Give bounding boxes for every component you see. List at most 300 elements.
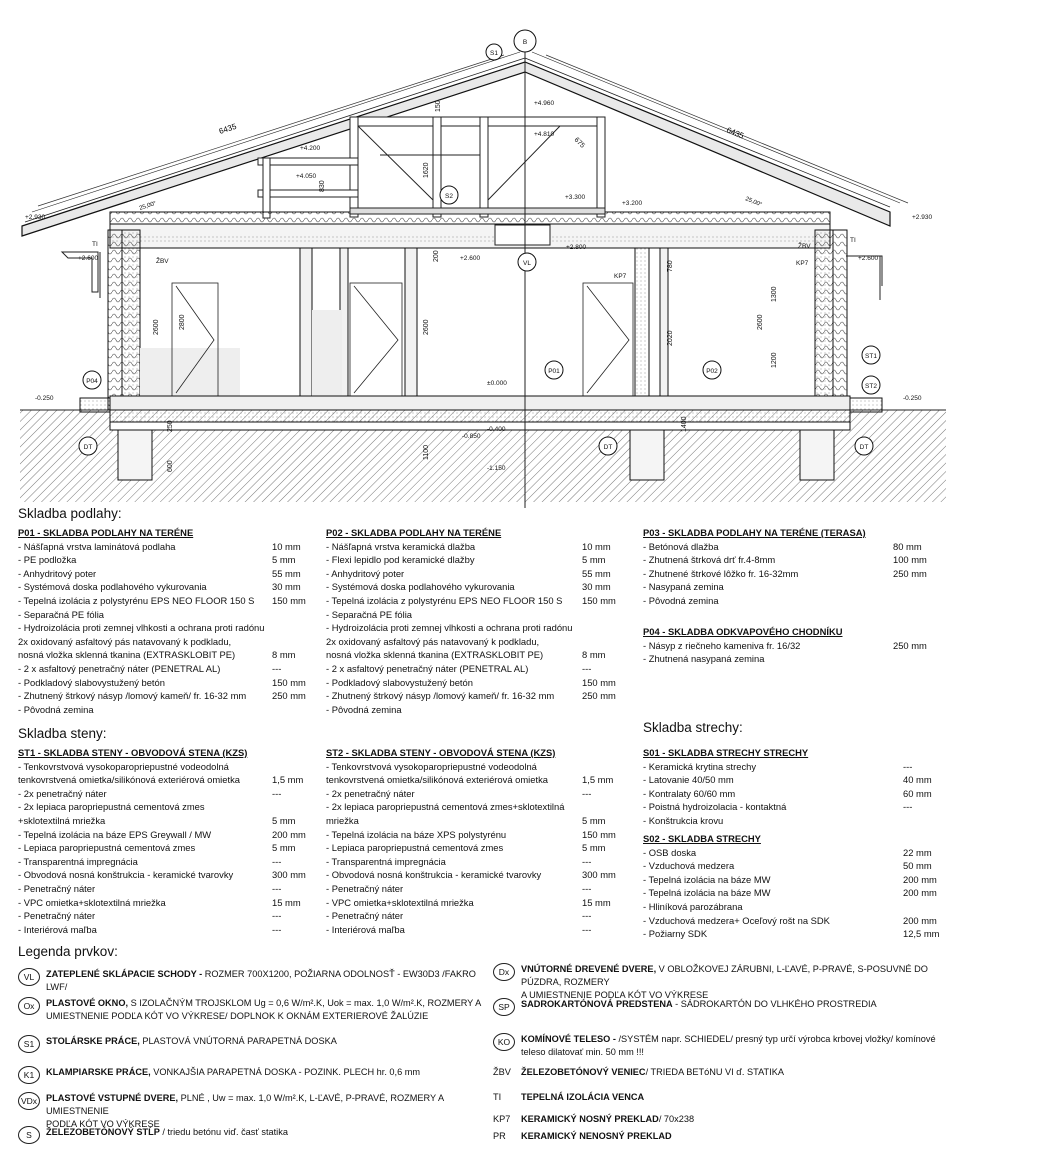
level-4050: +4.050 bbox=[296, 173, 317, 180]
layer-label: - Nášľapná vrstva laminátová podlaha bbox=[18, 540, 176, 552]
legend-desc: / 70x238 bbox=[658, 1114, 695, 1124]
tag-ti-right: TI bbox=[850, 237, 856, 244]
layer-row bbox=[18, 828, 308, 842]
layer-label: - Hliníková parozábrana bbox=[643, 900, 743, 912]
dim-1300: 1300 bbox=[771, 286, 778, 302]
layer-row bbox=[18, 760, 308, 774]
layer-row bbox=[643, 846, 943, 860]
layer-label: - Penetračný náter bbox=[18, 910, 96, 922]
dim-200: 200 bbox=[433, 250, 440, 262]
layer-label: - Obvodová nosná konštrukcia - keramické tvarovky bbox=[326, 869, 542, 881]
layer-row bbox=[326, 814, 618, 828]
layer-row bbox=[18, 676, 308, 690]
level-3200: +3.200 bbox=[622, 200, 643, 207]
layer-row bbox=[326, 703, 618, 717]
layer-row bbox=[643, 886, 943, 900]
layer-thickness bbox=[582, 635, 618, 649]
table-heading: S02 - SKLADBA STRECHY bbox=[643, 833, 761, 844]
layer-label: - Separačná PE fólia bbox=[326, 608, 412, 620]
layer-thickness: 100 mm bbox=[893, 554, 927, 566]
level-2930-left: +2.930 bbox=[25, 214, 46, 221]
legend-bold: SADROKARTÓNOVÁ PREDSTENA bbox=[521, 999, 673, 1009]
legend-text bbox=[521, 1113, 961, 1126]
layer-thickness: 50 mm bbox=[903, 860, 932, 872]
tag-kp7-a: KP7 bbox=[614, 273, 627, 280]
layer-row bbox=[18, 662, 308, 676]
legend-desc: PLASTOVÁ VNÚTORNÁ PARAPETNÁ DOSKA bbox=[139, 1036, 337, 1046]
layer-label: - 2x penetračný náter bbox=[326, 787, 415, 799]
layer-label: - Systémová doska podlahového vykurovania bbox=[18, 581, 207, 593]
tag-p04: P04 bbox=[86, 378, 98, 385]
tag-kp7-b: KP7 bbox=[796, 260, 809, 267]
layer-thickness bbox=[272, 703, 308, 717]
layer-thickness: 5 mm bbox=[582, 814, 606, 826]
layer-label: mriežka bbox=[326, 814, 359, 826]
layer-row bbox=[326, 594, 618, 608]
layer-row bbox=[18, 855, 308, 869]
tag-s1-top: S1 bbox=[490, 50, 498, 57]
legend-text bbox=[46, 997, 486, 1023]
dim-675: 675 bbox=[572, 136, 586, 150]
layer-label: - Tenkovrstvová vysokoparopriepustné vodeodolná bbox=[326, 760, 537, 772]
floors-title: Skladba podlahy: bbox=[18, 506, 122, 521]
layer-label: - Zhutnený štrkový násyp /lomový kameň/ fr. 16-32 mm bbox=[18, 690, 247, 702]
layer-thickness: 5 mm bbox=[582, 554, 606, 566]
layer-row bbox=[326, 882, 618, 896]
layer-row bbox=[326, 760, 618, 774]
legend-desc-line2: A UMIESTNENIE PODĽA KÓT VO VÝKRESE bbox=[521, 990, 709, 1000]
layer-row bbox=[18, 621, 308, 635]
level-m250-left: -0.250 bbox=[35, 395, 54, 402]
layer-thickness bbox=[582, 608, 618, 622]
legend-symbol: VDx bbox=[18, 1092, 40, 1110]
layer-label: - PE podložka bbox=[18, 554, 77, 566]
legend-symbol: ŽBV bbox=[493, 1067, 511, 1077]
level-m250-right: -0.250 bbox=[903, 395, 922, 402]
layer-row bbox=[326, 689, 618, 703]
layer-label: - Keramická krytina strechy bbox=[643, 760, 757, 772]
layer-thickness: --- bbox=[582, 882, 592, 894]
layer-thickness: 250 mm bbox=[582, 690, 616, 702]
dim-angle-left: 25,00° bbox=[138, 200, 158, 212]
layer-label: - Anhydritový poter bbox=[326, 567, 405, 579]
layer-thickness: 150 mm bbox=[272, 594, 306, 606]
layer-label: - Systémová doska podlahového vykurovania bbox=[326, 581, 515, 593]
tag-st2: ST2 bbox=[865, 383, 877, 390]
layer-thickness: --- bbox=[272, 855, 282, 867]
level-2600-mid: +2.600 bbox=[460, 255, 481, 262]
layer-row bbox=[643, 873, 943, 887]
layer-thickness: --- bbox=[272, 882, 282, 894]
dim-2600-b: 2600 bbox=[423, 319, 430, 335]
layer-thickness: 5 mm bbox=[272, 842, 296, 854]
layer-label: - Podkladový slabovystužený betón bbox=[326, 676, 473, 688]
layer-row bbox=[326, 621, 618, 635]
layer-row bbox=[18, 882, 308, 896]
layer-thickness: 5 mm bbox=[272, 814, 296, 826]
level-4810: +4.810 bbox=[534, 131, 555, 138]
layer-row bbox=[18, 689, 308, 703]
layer-label: - Podkladový slabovystužený betón bbox=[18, 676, 165, 688]
building-section-drawing bbox=[0, 0, 1052, 508]
legend-bold: ŽELEZOBETÓNOVÝ VENIEC bbox=[521, 1067, 646, 1077]
layer-row bbox=[18, 773, 308, 787]
layer-label: - Separačná PE fólia bbox=[18, 608, 104, 620]
legend-desc-line2: teleso dilatovať min. 50 mm !!! bbox=[521, 1047, 644, 1057]
roof-s02 bbox=[643, 832, 943, 941]
dim-roof-right: 6435 bbox=[725, 125, 746, 141]
layer-label: tenkovrstvená omietka/silikónová exteriérová omietka bbox=[326, 774, 548, 786]
layer-label: - Tepelná izolácia na báze EPS Greywall / MW bbox=[18, 828, 212, 840]
legend-desc: VONKAJŠIA PARAPETNÁ DOSKA - POZINK. PLECH hr. 0,6 mm bbox=[150, 1067, 421, 1077]
tag-vl: VL bbox=[523, 260, 531, 267]
layer-thickness: 200 mm bbox=[903, 914, 937, 926]
layer-thickness: --- bbox=[582, 910, 592, 922]
layer-label: tenkovrstvená omietka/silikónová exteriérová omietka bbox=[18, 774, 240, 786]
dim-1620: 1620 bbox=[423, 162, 430, 178]
legend-bold: ŽELEZOBETÓNOVÝ STĹP bbox=[46, 1127, 160, 1137]
layer-label: - Anhydritový poter bbox=[18, 567, 97, 579]
tag-p02: P02 bbox=[706, 368, 718, 375]
dim-2600-a: 2600 bbox=[153, 319, 160, 335]
tag-p01: P01 bbox=[548, 368, 560, 375]
floor-p03 bbox=[643, 526, 933, 608]
layer-row bbox=[18, 868, 308, 882]
layer-label: - Pôvodná zemina bbox=[326, 703, 402, 715]
layer-row bbox=[18, 909, 308, 923]
level-m850: -0.850 bbox=[462, 433, 481, 440]
layer-row bbox=[643, 800, 943, 814]
layer-row bbox=[643, 553, 933, 567]
layer-thickness: 5 mm bbox=[272, 554, 296, 566]
table-heading: ST1 - SKLADBA STENY - OBVODOVÁ STENA (KZS) bbox=[18, 747, 248, 758]
table-heading: S01 - SKLADBA STRECHY STRECHY bbox=[643, 747, 809, 758]
tag-s2: S2 bbox=[445, 193, 453, 200]
layer-label: - Zhutnené štrkové lôžko fr. 16-32mm bbox=[643, 567, 799, 579]
wall-st1 bbox=[18, 746, 308, 936]
level-0: ±0.000 bbox=[487, 380, 507, 387]
legend-text bbox=[521, 1130, 961, 1143]
layer-row bbox=[18, 814, 308, 828]
legend-text bbox=[46, 1126, 486, 1139]
layer-label: - Tepelná izolácia na báze MW bbox=[643, 887, 771, 899]
layer-label: nosná vložka sklenná tkanina (EXTRASKLOBIT PE) bbox=[18, 649, 236, 661]
layer-row bbox=[326, 896, 618, 910]
legend-desc: PLNÉ , Uw = max. 1,0 W/m².K, L-ĽAVÉ, P-PRAVÉ, ROZMERY A UMIESTNENIE bbox=[46, 1093, 444, 1116]
layer-thickness bbox=[582, 760, 618, 774]
layer-thickness: 22 mm bbox=[903, 846, 932, 858]
layer-label: - 2 x asfaltový penetračný náter (PENETRAL AL) bbox=[18, 662, 221, 674]
dim-1400: 1400 bbox=[681, 416, 688, 432]
layer-row bbox=[326, 540, 618, 554]
layer-row bbox=[326, 787, 618, 801]
layer-thickness: 1,5 mm bbox=[272, 774, 304, 786]
layer-row bbox=[643, 927, 943, 941]
layer-row bbox=[18, 896, 308, 910]
layer-row bbox=[643, 900, 943, 914]
layer-label: 2x oxidovaný asfaltový pás natavovaný k podkladu, bbox=[326, 635, 540, 647]
legend-symbol: KO bbox=[493, 1033, 515, 1051]
layer-thickness: 15 mm bbox=[272, 896, 301, 908]
layer-row bbox=[18, 567, 308, 581]
layer-thickness: --- bbox=[272, 662, 282, 674]
legend-bold: KERAMICKÝ NENOSNÝ PREKLAD bbox=[521, 1131, 672, 1141]
layer-thickness: 150 mm bbox=[582, 828, 616, 840]
layer-thickness bbox=[272, 800, 308, 814]
layer-row bbox=[326, 773, 618, 787]
layer-label: - Penetračný náter bbox=[18, 882, 96, 894]
dim-150: 150 bbox=[435, 100, 442, 112]
layer-row bbox=[326, 662, 618, 676]
level-m1150: -1.150 bbox=[487, 465, 506, 472]
level-2600-left: +2.600 bbox=[78, 255, 99, 262]
layer-thickness: 1,5 mm bbox=[582, 774, 614, 786]
layer-thickness: 15 mm bbox=[582, 896, 611, 908]
layer-thickness: 250 mm bbox=[272, 690, 306, 702]
legend-desc: V OBLOŽKOVEJ ZÁRUBNI, L-ĽAVÉ, P-PRAVÉ, S-POSUVNÉ DO PÚZDRA, ROZMERY bbox=[521, 964, 928, 987]
layer-label: - Pôvodná zemina bbox=[643, 594, 719, 606]
layer-thickness: --- bbox=[272, 910, 282, 922]
legend-text bbox=[521, 1066, 961, 1079]
dim-2020: 2020 bbox=[667, 330, 674, 346]
layer-label: - Hydroizolácia proti zemnej vlhkosti a ochrana proti radónu bbox=[326, 622, 573, 634]
layer-row bbox=[643, 773, 943, 787]
layer-thickness bbox=[893, 580, 933, 594]
layer-row bbox=[643, 580, 933, 594]
layer-row bbox=[18, 553, 308, 567]
layer-thickness bbox=[582, 800, 618, 814]
legend-desc: /SYSTÉM napr. SCHIEDEL/ presný typ určí výrobca krbovej vložky/ komínové bbox=[615, 1034, 936, 1044]
layer-thickness: 8 mm bbox=[272, 649, 296, 661]
layer-row bbox=[643, 652, 933, 666]
layer-label: - Obvodová nosná konštrukcia - keramické tvarovky bbox=[18, 869, 234, 881]
layer-thickness: 150 mm bbox=[272, 676, 306, 688]
layer-thickness: 10 mm bbox=[272, 540, 301, 552]
layer-label: - Konštrukcia krovu bbox=[643, 814, 724, 826]
layer-row bbox=[326, 868, 618, 882]
layer-row bbox=[18, 703, 308, 717]
layer-label: - Tepelná izolácia na báze XPS polystyrénu bbox=[326, 828, 507, 840]
layer-row bbox=[643, 567, 933, 581]
dim-830: 830 bbox=[319, 180, 326, 192]
layer-thickness: 80 mm bbox=[893, 540, 922, 552]
layer-label: - Lepiaca paropriepustná cementová zmes bbox=[326, 842, 504, 854]
table-heading: P01 - SKLADBA PODLAHY NA TERÉNE bbox=[18, 527, 194, 538]
legend-desc-line2: UMIESTNENIE PODĽA KÓT VO VÝKRESE/ DOPLNOK K OKNÁM EXTERIEROVÉ ŽALÚZIE bbox=[46, 1011, 429, 1021]
layer-thickness bbox=[272, 760, 308, 774]
legend-text bbox=[46, 968, 486, 994]
layer-thickness: 300 mm bbox=[582, 869, 616, 881]
layer-row bbox=[18, 594, 308, 608]
legend-desc: - SÁDROKARTÓN DO VLHKÉHO PROSTREDIA bbox=[672, 999, 877, 1009]
layer-row bbox=[326, 841, 618, 855]
dim-angle-right: 25,00° bbox=[744, 196, 763, 209]
layer-row bbox=[643, 760, 943, 774]
legend-desc: / TRIEDA BETóNU VI ď. STATIKA bbox=[645, 1067, 784, 1077]
layer-label: - Vzduchová medzera bbox=[643, 860, 735, 872]
layer-label: - Penetračný náter bbox=[326, 910, 404, 922]
layer-label: - Kontralaty 60/60 mm bbox=[643, 787, 736, 799]
layer-thickness bbox=[582, 621, 618, 635]
layer-row bbox=[643, 594, 933, 608]
layer-label: - Zhutnená štrková drť fr.4-8mm bbox=[643, 554, 776, 566]
layer-label: - 2x lepiaca paropriepustná cementová zmes+sklotextilná bbox=[326, 801, 565, 813]
layer-row bbox=[326, 553, 618, 567]
legend-bold: STOLÁRSKE PRÁCE, bbox=[46, 1036, 140, 1046]
layer-thickness: 10 mm bbox=[582, 540, 611, 552]
layer-thickness: 250 mm bbox=[893, 639, 927, 651]
layer-label: - Transparentná impregnácia bbox=[18, 855, 138, 867]
layer-label: - Interiérová maľba bbox=[18, 923, 97, 935]
layer-label: - Tenkovrstvová vysokoparopriepustné vodeodolná bbox=[18, 760, 229, 772]
legend-bold: KLAMPIARSKE PRÁCE, bbox=[46, 1067, 151, 1077]
layer-thickness bbox=[893, 594, 933, 608]
floor-p02 bbox=[326, 526, 618, 716]
layer-row bbox=[643, 814, 943, 828]
layer-label: nosná vložka sklenná tkanina (EXTRASKLOBIT PE) bbox=[326, 649, 544, 661]
level-2600-right: +2.600 bbox=[858, 255, 879, 262]
level-4960: +4.960 bbox=[534, 100, 555, 107]
layer-thickness: 30 mm bbox=[272, 581, 301, 593]
layer-label: - Tepelná izolácia z polystyrénu EPS NEO FLOOR 150 S bbox=[18, 594, 255, 606]
layer-thickness: 200 mm bbox=[903, 873, 937, 885]
tag-ti-left: TI bbox=[92, 241, 98, 248]
table-heading: ST2 - SKLADBA STENY - OBVODOVÁ STENA (KZS) bbox=[326, 747, 556, 758]
table-heading: P03 - SKLADBA PODLAHY NA TERÉNE (TERASA) bbox=[643, 527, 866, 538]
layer-thickness bbox=[903, 900, 943, 914]
layer-label: - Interiérová maľba bbox=[326, 923, 405, 935]
legend-bold: PLASTOVÉ OKNO, bbox=[46, 998, 129, 1008]
layer-row bbox=[326, 909, 618, 923]
legend-desc: ROZMER 700X1200, POŽIARNA ODOLNOSŤ - EW30D3 /FAKRO LWF/ bbox=[46, 969, 476, 992]
layer-row bbox=[643, 914, 943, 928]
legend-symbol: Dx bbox=[493, 963, 515, 981]
layer-label: - 2 x asfaltový penetračný náter (PENETRAL AL) bbox=[326, 662, 529, 674]
layer-thickness: 30 mm bbox=[582, 581, 611, 593]
level-m400: -0.400 bbox=[487, 426, 506, 433]
layer-label: - Nasypaná zemina bbox=[643, 581, 724, 593]
layer-label: - Vzduchová medzera+ Oceľový rošt na SDK bbox=[643, 914, 830, 926]
tag-zbv-left: ŽBV bbox=[156, 258, 169, 265]
layer-row bbox=[18, 648, 308, 662]
legend-bold: VNÚTORNÉ DREVENÉ DVERE, bbox=[521, 964, 657, 974]
layer-thickness: --- bbox=[272, 787, 282, 799]
layer-row bbox=[326, 923, 618, 937]
layer-thickness: 60 mm bbox=[903, 787, 932, 799]
layer-thickness: --- bbox=[582, 662, 592, 674]
roof-s01 bbox=[643, 746, 943, 828]
legend-symbol: PR bbox=[493, 1131, 506, 1141]
layer-label: +sklotextilná mriežka bbox=[18, 814, 106, 826]
layer-thickness: 150 mm bbox=[582, 594, 616, 606]
layer-row bbox=[18, 608, 308, 622]
dim-2600-c: 2600 bbox=[757, 314, 764, 330]
layer-label: 2x oxidovaný asfaltový pás natavovaný k podkladu, bbox=[18, 635, 232, 647]
layer-label: - Poistná hydroizolacia - kontaktná bbox=[643, 801, 787, 813]
layer-thickness: --- bbox=[903, 760, 913, 772]
layer-thickness: 12,5 mm bbox=[903, 928, 940, 940]
layer-row bbox=[326, 608, 618, 622]
layer-label: - Násyp z riečneho kameniva fr. 16/32 bbox=[643, 639, 801, 651]
legend-symbol: SP bbox=[493, 998, 515, 1016]
layer-row bbox=[326, 635, 618, 649]
legend-text bbox=[521, 963, 961, 1002]
layer-label: - Požiarny SDK bbox=[643, 928, 708, 940]
dim-2800: 2800 bbox=[179, 314, 186, 330]
layer-row bbox=[326, 580, 618, 594]
layer-row bbox=[18, 580, 308, 594]
legend-symbol: TI bbox=[493, 1092, 502, 1102]
legend-desc: S IZOLAČNÝM TROJSKLOM Ug = 0,6 W/m².K, Uok = max. 1,0 W/m².K, ROZMERY A bbox=[128, 998, 482, 1008]
legend-text bbox=[521, 998, 961, 1011]
layer-label: - Hydroizolácia proti zemnej vlhkosti a ochrana proti radónu bbox=[18, 622, 265, 634]
layer-row bbox=[326, 648, 618, 662]
legend-title: Legenda prvkov: bbox=[18, 944, 118, 959]
layer-thickness bbox=[272, 608, 308, 622]
legend-symbol: KP7 bbox=[493, 1114, 511, 1124]
floor-p04 bbox=[643, 625, 933, 666]
legend-desc: / triedu betónu viď. časť statika bbox=[159, 1127, 288, 1137]
dim-1100: 1100 bbox=[423, 444, 430, 460]
doors bbox=[172, 283, 633, 396]
layer-thickness: 250 mm bbox=[893, 567, 927, 579]
layer-row bbox=[18, 800, 308, 814]
layer-row bbox=[18, 540, 308, 554]
legend-bold: PLASTOVÉ VSTUPNÉ DVERE, bbox=[46, 1093, 179, 1103]
legend-symbol: VL bbox=[18, 968, 40, 986]
layer-label: - Flexi lepidlo pod keramické dlažby bbox=[326, 554, 475, 566]
tag-b: B bbox=[522, 39, 528, 46]
layer-thickness: --- bbox=[582, 855, 592, 867]
tag-dt-1: DT bbox=[83, 444, 93, 451]
layer-thickness: 8 mm bbox=[582, 649, 606, 661]
layer-row bbox=[326, 800, 618, 814]
dim-600: 600 bbox=[167, 460, 174, 472]
layer-row bbox=[326, 567, 618, 581]
legend-symbol: Ox bbox=[18, 997, 40, 1015]
roof-title: Skladba strechy: bbox=[643, 720, 743, 735]
legend-bold: KERAMICKÝ NOSNÝ PREKLAD bbox=[521, 1114, 659, 1124]
dim-roof-left: 6435 bbox=[217, 121, 238, 136]
table-heading: P02 - SKLADBA PODLAHY NA TERÉNE bbox=[326, 527, 502, 538]
layer-label: - Zhutnená nasypaná zemina bbox=[643, 653, 765, 665]
layer-label: - OSB doska bbox=[643, 846, 697, 858]
floor-p01 bbox=[18, 526, 308, 716]
layer-row bbox=[643, 639, 933, 653]
layer-thickness: --- bbox=[272, 923, 282, 935]
layer-label: - Zhutnený štrkový násyp /lomový kameň/ fr. 16-32 mm bbox=[326, 690, 555, 702]
layer-label: - 2x penetračný náter bbox=[18, 787, 107, 799]
tag-zbv-right: ŽBV bbox=[798, 243, 811, 250]
roof bbox=[22, 52, 900, 248]
dim-250: 250 bbox=[167, 420, 174, 432]
layer-row bbox=[326, 676, 618, 690]
level-2930-right: +2.930 bbox=[912, 214, 933, 221]
layer-label: - Pôvodná zemina bbox=[18, 703, 94, 715]
legend-text bbox=[521, 1091, 961, 1104]
wall-st2 bbox=[326, 746, 618, 936]
layer-label: - 2x lepiaca paropriepustná cementová zmes bbox=[18, 801, 205, 813]
legend-bold: KOMÍNOVÉ TELESO - bbox=[521, 1034, 616, 1044]
layer-label: - Tepelná izolácia z polystyrénu EPS NEO FLOOR 150 S bbox=[326, 594, 563, 606]
layer-thickness: 300 mm bbox=[272, 869, 306, 881]
layer-thickness: 200 mm bbox=[272, 828, 306, 840]
level-4200: +4.200 bbox=[300, 145, 321, 152]
layer-row bbox=[18, 841, 308, 855]
layer-thickness: 55 mm bbox=[272, 567, 301, 579]
tag-dt-3: DT bbox=[859, 444, 869, 451]
layer-thickness: --- bbox=[582, 923, 592, 935]
